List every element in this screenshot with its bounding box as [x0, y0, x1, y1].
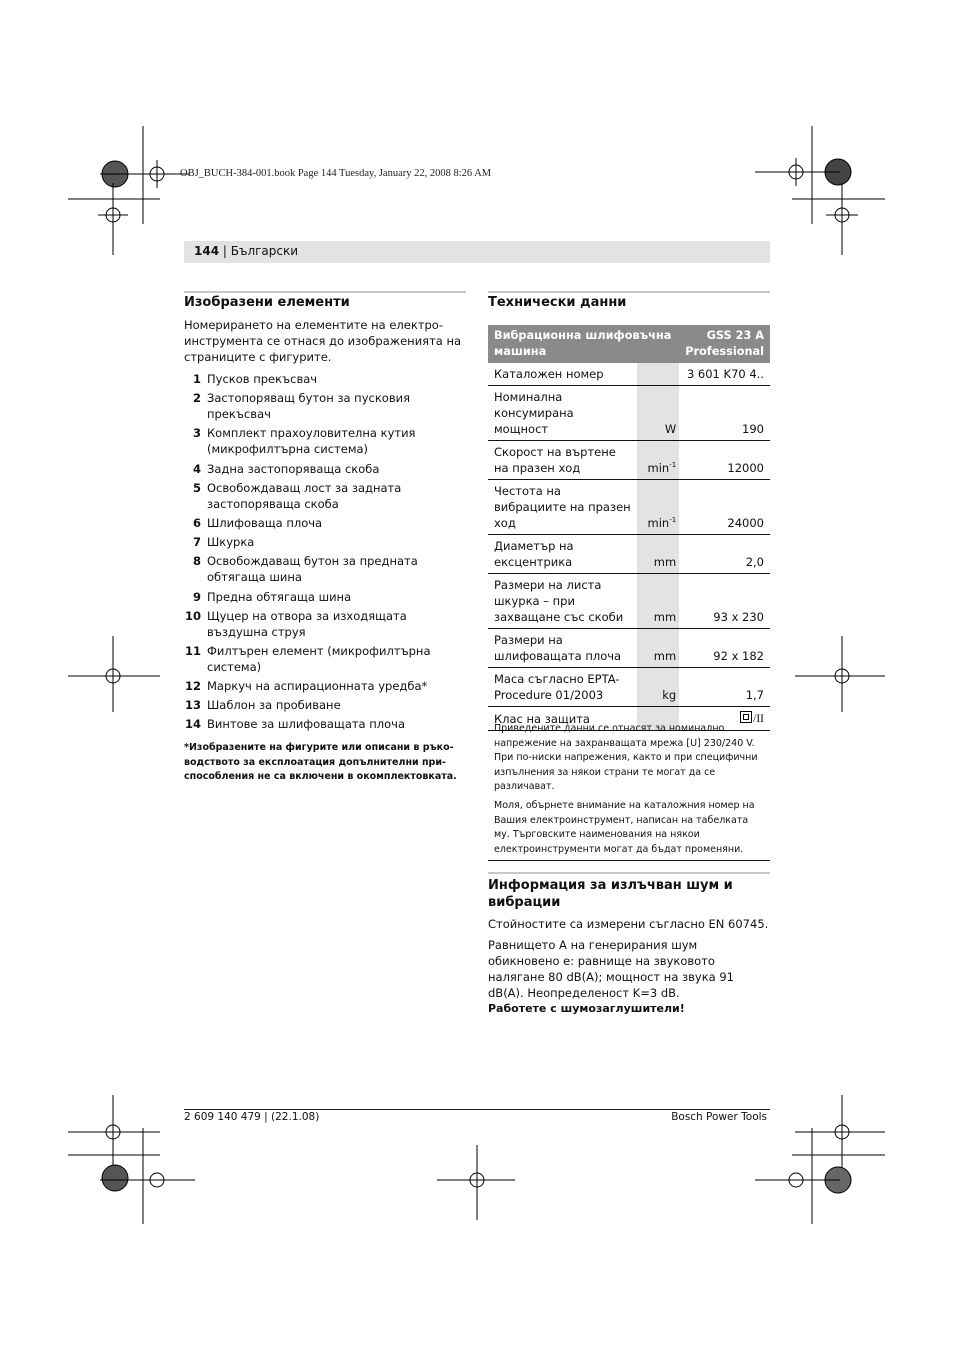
spec-label: Маса съгласно EPTA-Procedure 01/2003	[488, 668, 637, 707]
spec-unit: mm	[637, 629, 679, 668]
footer-doc-number: 2 609 140 479 | (22.1.08)	[184, 1111, 320, 1123]
unit-display: $\min^{-1}$	[647, 461, 677, 475]
footer-brand: Bosch Power Tools	[671, 1111, 767, 1123]
note-bottom-rule	[488, 860, 770, 861]
noise-standard: Стойностите са измерени съгласно EN 60745.	[488, 917, 769, 931]
header-separator: |	[219, 244, 231, 258]
spec-label: Размери на шлифоващата плоча	[488, 629, 637, 668]
spec-value: 2,0	[679, 535, 770, 574]
list-item	[184, 534, 468, 550]
list-item	[184, 553, 468, 585]
list-item-text: Комплект прахоуловителна кутия (микрофилтърна система)	[207, 426, 416, 457]
list-item-number: 6	[192, 515, 201, 530]
spec-unit: mm	[637, 574, 679, 629]
print-slug: OBJ_BUCH-384-001.book Page 144 Tuesday, January 22, 2008 8:26 AM	[180, 168, 492, 179]
list-item-number: 7	[192, 535, 201, 550]
list-item-text: Шлифоваща плоча	[207, 515, 323, 530]
footer-rule	[184, 1109, 770, 1110]
spec-table-header	[488, 325, 770, 363]
spec-value: 1,7	[679, 668, 770, 707]
table-row	[488, 363, 770, 386]
table-row	[488, 386, 770, 441]
header-language: Български	[230, 244, 299, 258]
section-heading-elements: Изобразени елементи	[184, 295, 350, 310]
spec-unit: kg	[637, 668, 679, 707]
list-item-text: Шкурка	[207, 535, 255, 550]
spec-unit	[637, 363, 679, 386]
spec-label: Клас на защита	[488, 707, 637, 731]
footnote: *Изобразените на фигурите или описани в ръко-водството за експлоатация допълнителни при-способления не са включени в окомплектовката.	[184, 742, 457, 783]
list-item-text: Щуцер на отвора за изходящата въздушна струя	[207, 608, 407, 639]
list-item	[184, 643, 468, 675]
spec-value: 190	[679, 386, 770, 441]
spec-note-catalog: Моля, обърнете внимание на каталожния номер на Вашия електроинструмент, написан на табелката му. Търговските наименования на някои електроинструменти могат да бъдат променяни.	[494, 800, 755, 855]
spec-value: 3 601 K70 4..	[679, 363, 770, 386]
list-item-number: 14	[184, 717, 201, 732]
spec-header-right: GSS 23 A Professional	[679, 325, 770, 363]
spec-label: Скорост на въртене на празен ход	[488, 441, 637, 480]
spec-header-left: Вибрационна шлифовъчна машина	[488, 325, 679, 363]
list-item-text: Шаблон за пробиване	[207, 698, 341, 713]
spec-value: 12000	[679, 441, 770, 480]
spec-unit: mm	[637, 535, 679, 574]
list-item	[184, 678, 468, 694]
protection-class-value: /II	[753, 713, 764, 725]
spec-label: Каталожен номер	[488, 363, 637, 386]
list-item	[184, 515, 468, 531]
table-row	[488, 441, 770, 480]
list-item-number: 2	[192, 391, 201, 406]
section-heading-noise: Информация за излъчван шум и вибрации	[488, 878, 733, 910]
list-item	[184, 480, 468, 512]
spec-unit	[637, 480, 679, 535]
spec-note-voltage: Приведените данни се отнасят за номинално напрежение на захранващата мрежа [U] 230/240 V. При по-ниски напрежения, както и при специфични изпълнения за някои страни те могат да се различават.	[494, 723, 758, 793]
spec-value: 93 x 230	[679, 574, 770, 629]
unit-display: $\min^{-1}$	[647, 516, 677, 530]
list-item	[184, 461, 468, 477]
table-row	[488, 574, 770, 629]
spec-value: 24000	[679, 480, 770, 535]
section-rule	[184, 291, 466, 293]
spec-label: Размери на листа шкурка – при захващане със скоби	[488, 574, 637, 629]
list-item-text: Филтърен елемент (микрофилтърна система)	[207, 643, 431, 674]
list-item-number: 3	[192, 426, 201, 441]
spec-label: Диаметър на ексцентрика	[488, 535, 637, 574]
list-item-number: 13	[184, 698, 201, 713]
noise-warning: Работете с шумозаглушители!	[488, 1002, 685, 1015]
list-item-text: Маркуч на аспирационната уредба*	[207, 679, 428, 694]
noise-levels: Равнището А на генерирания шум обикновено е: равнище на звуковото налягане 80 dB(A); мощност на звука 91 dB(A). Неопределеност K=3 dB.	[488, 938, 734, 1000]
list-item	[184, 716, 468, 732]
list-item	[184, 697, 468, 713]
list-item-text: Винтове за шлифоващата плоча	[207, 717, 406, 732]
spec-value: 92 x 182	[679, 629, 770, 668]
table-row	[488, 480, 770, 535]
list-item-number: 9	[192, 589, 201, 604]
section-rule	[488, 872, 770, 874]
list-item-number: 10	[184, 608, 201, 623]
list-item-number: 12	[184, 679, 201, 694]
list-item-text: Застопоряващ бутон за пусковия прекъсвач	[207, 391, 410, 422]
list-item	[184, 390, 468, 422]
list-item-text: Пусков прекъсвач	[207, 372, 318, 386]
list-item	[184, 371, 468, 387]
spec-unit: W	[637, 386, 679, 441]
section-heading-tech-data: Технически данни	[488, 295, 627, 310]
elements-intro: Номерирането на елементите на електро-инструмента се отнася до изображенията на страниците с фигурите.	[184, 318, 462, 364]
spec-label: Номинална консумирана мощност	[488, 386, 637, 441]
table-row	[488, 668, 770, 707]
list-item-number: 11	[184, 643, 201, 658]
table-row	[488, 629, 770, 668]
spec-unit	[637, 441, 679, 480]
list-item-number: 1	[192, 372, 201, 386]
list-item-text: Предна обтягаща шина	[207, 589, 352, 604]
list-item-text: Освобождаващ бутон за предната обтягаща шина	[207, 554, 418, 585]
list-item	[184, 608, 468, 640]
list-item-number: 5	[192, 480, 201, 495]
page-number: 144	[194, 244, 220, 258]
section-rule	[488, 291, 770, 293]
table-row	[488, 535, 770, 574]
elements-list	[184, 371, 468, 736]
list-item	[184, 589, 468, 605]
list-item-text: Задна застопоряваща скоба	[207, 461, 380, 476]
spec-table	[488, 325, 770, 731]
spec-label: Честота на вибрациите на празен ход	[488, 480, 637, 535]
list-item-text: Освобождаващ лост за задната застопоряваща скоба	[207, 480, 402, 511]
list-item-number: 4	[192, 461, 201, 476]
list-item-number: 8	[192, 554, 201, 569]
running-header	[194, 244, 298, 258]
list-item	[184, 425, 468, 457]
